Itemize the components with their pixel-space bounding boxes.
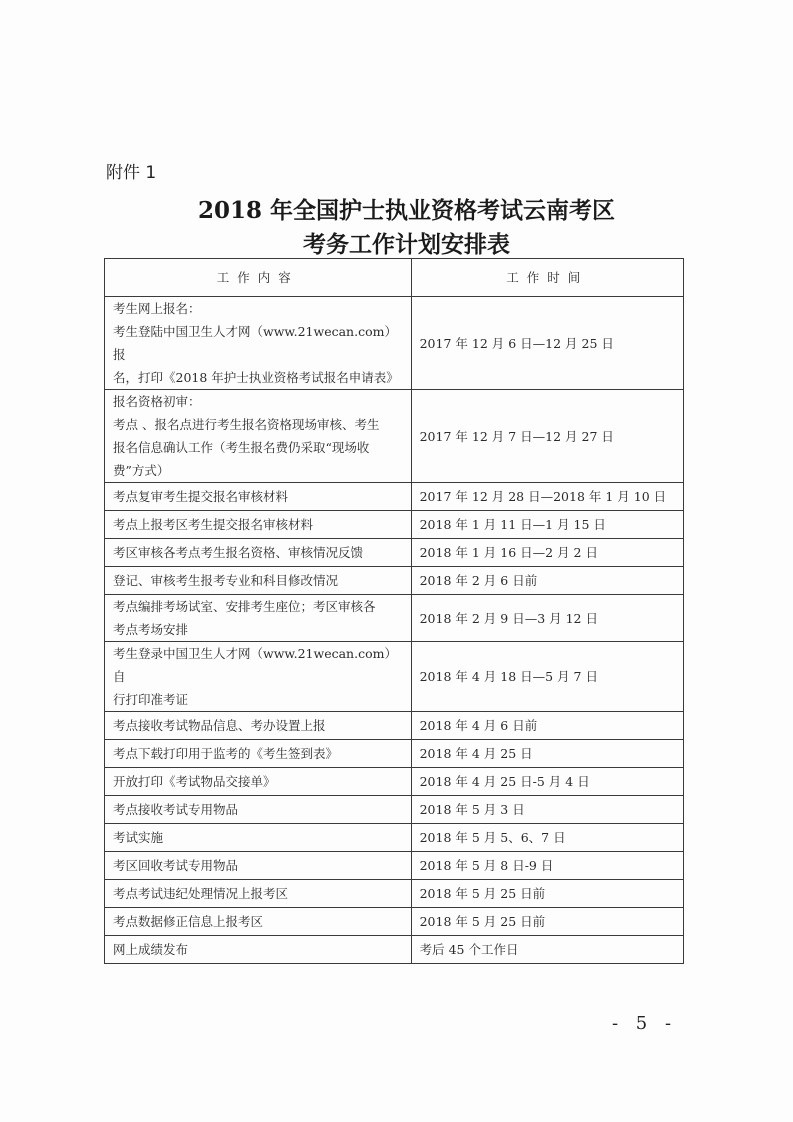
table-row <box>105 390 684 483</box>
work-time-cell: 2017 年 12 月 28 日—2018 年 1 月 10 日 <box>411 483 683 511</box>
work-content-line: 考点接收考试专用物品 <box>113 802 239 817</box>
table-row <box>105 880 684 908</box>
work-content-line: 名，打印《2018 年护士执业资格考试报名申请表》 <box>113 370 399 385</box>
table-row <box>105 824 684 852</box>
work-content-cell <box>105 567 412 595</box>
work-time-cell: 2018 年 1 月 16 日—2 月 2 日 <box>411 539 683 567</box>
header-work-time: 工作时间 <box>411 259 683 297</box>
work-content-line: 考区回收考试专用物品 <box>113 858 239 873</box>
table-row <box>105 740 684 768</box>
work-content-line: 报名信息确认工作（考生报名费仍采取“现场收 <box>113 440 370 455</box>
work-content-cell <box>105 712 412 740</box>
work-content-cell <box>105 740 412 768</box>
work-content-line: 登记、审核考生报考专业和科目修改情况 <box>113 573 339 588</box>
work-time-cell: 2018 年 5 月 8 日-9 日 <box>411 852 683 880</box>
work-content-line: 考点复审考生提交报名审核材料 <box>113 489 289 504</box>
work-content-line: 考试实施 <box>113 830 164 845</box>
work-content-line: 开放打印《考试物品交接单》 <box>113 774 276 789</box>
work-time-cell: 2018 年 2 月 6 日前 <box>411 567 683 595</box>
work-time-cell: 2018 年 5 月 25 日前 <box>411 908 683 936</box>
table-row <box>105 908 684 936</box>
work-content-line: 考生登陆中国卫生人才网（www.21wecan.com）报 <box>113 324 397 362</box>
work-content-line: 考点接收考试物品信息、考办设置上报 <box>113 718 326 733</box>
work-time-cell: 2018 年 5 月 25 日前 <box>411 880 683 908</box>
work-time-cell: 考后 45 个工作日 <box>411 936 683 964</box>
table-row <box>105 852 684 880</box>
work-time-cell: 2018 年 4 月 6 日前 <box>411 712 683 740</box>
table-row <box>105 796 684 824</box>
annex-label: 附件 1 <box>106 163 157 183</box>
work-time-cell: 2018 年 4 月 18 日—5 月 7 日 <box>411 642 683 712</box>
work-content-line: 考点上报考区考生提交报名审核材料 <box>113 517 314 532</box>
work-content-line: 考点下载打印用于监考的《考生签到表》 <box>113 746 339 761</box>
work-content-cell <box>105 297 412 390</box>
work-content-line: 考点 、报名点进行考生报名资格现场审核、考生 <box>113 417 380 432</box>
work-content-cell <box>105 936 412 964</box>
work-content-line: 考点数据修正信息上报考区 <box>113 914 264 929</box>
work-content-cell <box>105 796 412 824</box>
work-time-cell: 2017 年 12 月 6 日—12 月 25 日 <box>411 297 683 390</box>
work-time-cell: 2018 年 4 月 25 日 <box>411 740 683 768</box>
work-content-line: 报名资格初审： <box>113 394 201 409</box>
work-content-cell <box>105 908 412 936</box>
work-time-cell: 2018 年 4 月 25 日-5 月 4 日 <box>411 768 683 796</box>
work-content-line: 考生登录中国卫生人才网（www.21wecan.com）自 <box>113 646 397 684</box>
work-content-line: 考点考场安排 <box>113 622 189 637</box>
work-content-cell <box>105 880 412 908</box>
page-number: - 5 - <box>612 1013 678 1034</box>
table-row <box>105 539 684 567</box>
document-title-line1: 2018 年全国护士执业资格考试云南考区 <box>197 197 616 224</box>
table-row <box>105 297 684 390</box>
work-content-cell <box>105 768 412 796</box>
work-content-cell <box>105 852 412 880</box>
table-row <box>105 642 684 712</box>
table-body <box>105 297 684 964</box>
work-content-cell <box>105 539 412 567</box>
work-time-cell: 2018 年 5 月 3 日 <box>411 796 683 824</box>
table-row <box>105 511 684 539</box>
work-content-cell <box>105 390 412 483</box>
header-work-content: 工作内容 <box>105 259 412 297</box>
document-title-line2: 考务工作计划安排表 <box>303 231 510 258</box>
work-time-cell: 2018 年 1 月 11 日—1 月 15 日 <box>411 511 683 539</box>
table-header-row <box>105 259 684 297</box>
work-content-cell <box>105 511 412 539</box>
table-row <box>105 567 684 595</box>
table-row <box>105 768 684 796</box>
work-content-line: 费”方式） <box>113 463 170 478</box>
work-content-line: 考点编排考场试室、安排考生座位；考区审核各 <box>113 599 376 614</box>
work-content-cell <box>105 595 412 642</box>
work-content-line: 行打印准考证 <box>113 692 189 707</box>
work-content-line: 考区审核各考点考生报名资格、审核情况反馈 <box>113 545 364 560</box>
work-content-cell <box>105 483 412 511</box>
table-row <box>105 712 684 740</box>
work-content-cell <box>105 642 412 712</box>
work-time-cell: 2018 年 2 月 9 日—3 月 12 日 <box>411 595 683 642</box>
work-time-cell: 2018 年 5 月 5、6、7 日 <box>411 824 683 852</box>
schedule-table <box>104 258 684 964</box>
work-time-cell: 2017 年 12 月 7 日—12 月 27 日 <box>411 390 683 483</box>
table-row <box>105 483 684 511</box>
work-content-line: 网上成绩发布 <box>113 942 189 957</box>
work-content-line: 考生网上报名： <box>113 301 201 316</box>
work-content-cell <box>105 824 412 852</box>
work-content-line: 考点考试违纪处理情况上报考区 <box>113 886 289 901</box>
table-row <box>105 936 684 964</box>
table-row <box>105 595 684 642</box>
